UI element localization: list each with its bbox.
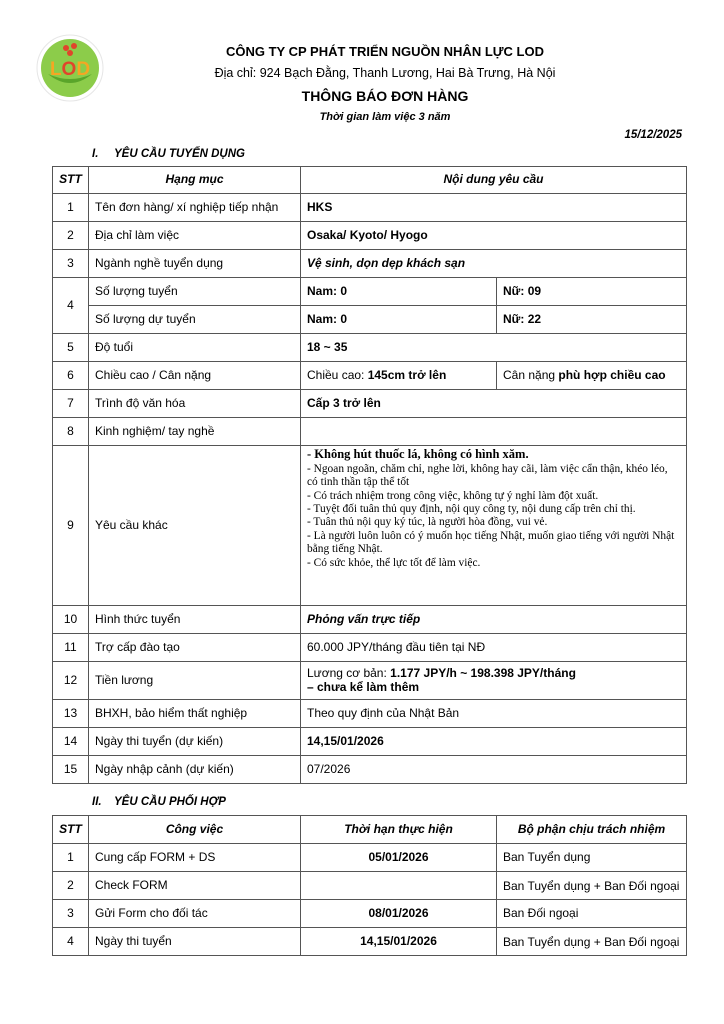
- requirement-line: - Có trách nhiệm trong công việc, không tự ý nghỉ làm đột xuất.: [307, 489, 599, 502]
- row-stt: 7: [53, 390, 89, 418]
- document-subtitle: Thời gian làm việc 3 năm: [319, 111, 451, 123]
- weight-value: phù hợp chiều cao: [558, 367, 666, 382]
- requirement-line: - Tuân thủ nội quy ký túc, là người hòa đồng, vui vẻ.: [307, 516, 548, 529]
- requirement-line: - Ngoan ngoãn, chăm chỉ, nghe lời, không hay cãi, làm việc cẩn thận, khéo léo, có tinh thần tập thể tốt: [307, 462, 668, 489]
- section-2-number: II.: [92, 796, 102, 808]
- requirement-line: - Có sức khỏe, thể lực tốt để làm việc.: [307, 556, 481, 569]
- coordination-table: [52, 815, 687, 956]
- weight-cell: [497, 362, 687, 390]
- column-header-stt: STT: [53, 167, 89, 194]
- column-header-deadline: Thời hạn thực hiện: [301, 816, 497, 844]
- requirement-line: - Tuyệt đối tuân thủ quy định, nội quy công ty, nội dung cấp trên chỉ thị.: [307, 502, 636, 515]
- column-header-stt: STT: [53, 816, 89, 844]
- table-row: [53, 194, 687, 222]
- section-1-number: I.: [92, 148, 99, 160]
- row-stt: 8: [53, 418, 89, 446]
- row-item: Ngành nghề tuyển dụng: [89, 250, 301, 278]
- row-value: 07/2026: [301, 756, 687, 784]
- table-row: [53, 900, 687, 928]
- row-value: Theo quy định của Nhật Bản: [301, 700, 687, 728]
- column-header-item: Hạng mục: [89, 167, 301, 194]
- table-row: [53, 844, 687, 872]
- other-requirements: [301, 446, 687, 606]
- row-task: Ngày thi tuyển: [89, 928, 301, 956]
- document-date: 15/12/2025: [624, 129, 682, 141]
- row-item: BHXH, bảo hiểm thất nghiệp: [89, 700, 301, 728]
- row-task: Gửi Form cho đối tác: [89, 900, 301, 928]
- row-task: Check FORM: [89, 872, 301, 900]
- row-department: Ban Đối ngoại: [497, 900, 687, 928]
- row-stt: 4: [53, 278, 89, 334]
- section-1-title: [92, 148, 245, 160]
- row-value: 18 ~ 35: [301, 334, 687, 362]
- row-item: Tiền lương: [89, 662, 301, 700]
- row-item: Kinh nghiệm/ tay nghề: [89, 418, 301, 446]
- row-deadline: [301, 872, 497, 900]
- section-1-label: YÊU CẦU TUYỂN DỤNG: [114, 148, 245, 160]
- female-count: : 09: [520, 283, 542, 298]
- table-row: [53, 278, 687, 306]
- table-header-row: [53, 816, 687, 844]
- row-item: Số lượng dự tuyển: [89, 306, 301, 334]
- row-stt: 9: [53, 446, 89, 606]
- table-row: [53, 606, 687, 634]
- salary-note: – chưa kể làm thêm: [307, 679, 420, 694]
- row-department: Ban Tuyển dụng: [497, 844, 687, 872]
- row-task: Cung cấp FORM + DS: [89, 844, 301, 872]
- document-title: THÔNG BÁO ĐƠN HÀNG: [301, 88, 469, 104]
- row-stt: 1: [53, 844, 89, 872]
- female-count-cell: [497, 278, 687, 306]
- height-label: Chiều cao:: [307, 367, 368, 382]
- row-item: Hình thức tuyển: [89, 606, 301, 634]
- table-row: [53, 662, 687, 700]
- row-item: Yêu cầu khác: [89, 446, 301, 606]
- row-value: 60.000 JPY/tháng đầu tiên tại NĐ: [301, 634, 687, 662]
- row-stt: 2: [53, 222, 89, 250]
- row-item: Ngày nhập cảnh (dự kiến): [89, 756, 301, 784]
- row-value: Cấp 3 trở lên: [301, 390, 687, 418]
- row-stt: 12: [53, 662, 89, 700]
- company-logo: [36, 34, 104, 102]
- section-2-label: YÊU CẦU PHỐI HỢP: [114, 796, 226, 808]
- recruitment-requirements-table: [52, 166, 687, 784]
- requirement-line: - Là người luôn luôn có ý muốn học tiếng Nhật, muốn giao tiếng với người Nhật bằng tiếng Nhật.: [307, 529, 675, 556]
- height-value: 145cm trở lên: [367, 367, 447, 382]
- table-row: [53, 728, 687, 756]
- row-item: Trợ cấp đào tạo: [89, 634, 301, 662]
- row-deadline: 14,15/01/2026: [301, 928, 497, 956]
- row-item: Địa chỉ làm việc: [89, 222, 301, 250]
- row-item: Tên đơn hàng/ xí nghiệp tiếp nhận: [89, 194, 301, 222]
- row-item: Trình độ văn hóa: [89, 390, 301, 418]
- row-deadline: 08/01/2026: [301, 900, 497, 928]
- table-row: [53, 418, 687, 446]
- row-stt: 10: [53, 606, 89, 634]
- salary-label: Lương cơ bản:: [307, 666, 391, 681]
- row-stt: 11: [53, 634, 89, 662]
- male-label: Nam: [307, 311, 334, 326]
- table-row: [53, 250, 687, 278]
- table-row: [53, 928, 687, 956]
- table-row: [53, 362, 687, 390]
- table-row: [53, 700, 687, 728]
- row-item: Số lượng tuyển: [89, 278, 301, 306]
- male-count-cell: [301, 306, 497, 334]
- column-header-department: Bộ phận chịu trách nhiệm: [497, 816, 687, 844]
- row-stt: 5: [53, 334, 89, 362]
- row-stt: 2: [53, 872, 89, 900]
- row-value: Phỏng vấn trực tiếp: [301, 606, 687, 634]
- female-count-cell: [497, 306, 687, 334]
- requirement-lead: - Không hút thuốc lá, không có hình xăm.: [307, 447, 529, 461]
- row-stt: 15: [53, 756, 89, 784]
- salary-value: 1.177 JPY/h ~ 198.398 JPY/tháng: [390, 666, 576, 681]
- company-name: CÔNG TY CP PHÁT TRIỂN NGUỒN NHÂN LỰC LOD: [226, 44, 544, 59]
- row-stt: 4: [53, 928, 89, 956]
- table-row: [53, 872, 687, 900]
- table-row: [53, 222, 687, 250]
- height-cell: [301, 362, 497, 390]
- row-stt: 14: [53, 728, 89, 756]
- row-stt: 6: [53, 362, 89, 390]
- row-value: HKS: [301, 194, 687, 222]
- male-count-cell: [301, 278, 497, 306]
- row-value: 14,15/01/2026: [301, 728, 687, 756]
- column-header-task: Công việc: [89, 816, 301, 844]
- row-department: Ban Tuyển dụng + Ban Đối ngoại: [497, 872, 687, 900]
- row-stt: 3: [53, 900, 89, 928]
- svg-text:LOD: LOD: [49, 59, 91, 80]
- company-address: Địa chỉ: 924 Bạch Đằng, Thanh Lương, Hai Bà Trưng, Hà Nội: [214, 66, 556, 80]
- weight-label: Cân nặng: [503, 367, 559, 382]
- row-value: Osaka/ Kyoto/ Hyogo: [301, 222, 687, 250]
- row-deadline: 05/01/2026: [301, 844, 497, 872]
- row-stt: 13: [53, 700, 89, 728]
- table-row: [53, 390, 687, 418]
- table-row: [53, 756, 687, 784]
- row-item: Ngày thi tuyển (dự kiến): [89, 728, 301, 756]
- female-count: : 22: [520, 311, 542, 326]
- row-value: [301, 418, 687, 446]
- row-stt: 3: [53, 250, 89, 278]
- row-item: Chiều cao / Cân nặng: [89, 362, 301, 390]
- female-label: Nữ: [503, 311, 521, 326]
- male-label: Nam: [307, 283, 334, 298]
- table-row: [53, 334, 687, 362]
- section-2-title: [92, 796, 226, 808]
- table-row: [53, 446, 687, 606]
- male-count: : 0: [333, 283, 348, 298]
- female-label: Nữ: [503, 283, 521, 298]
- salary-cell: [301, 662, 687, 700]
- row-department: Ban Tuyển dụng + Ban Đối ngoại: [497, 928, 687, 956]
- row-item: Độ tuổi: [89, 334, 301, 362]
- male-count: : 0: [333, 311, 348, 326]
- row-stt: 1: [53, 194, 89, 222]
- column-header-content: Nội dung yêu cầu: [301, 167, 687, 194]
- table-header-row: [53, 167, 687, 194]
- row-value: Vệ sinh, dọn dẹp khách sạn: [301, 250, 687, 278]
- table-row: [53, 634, 687, 662]
- table-row: [53, 306, 687, 334]
